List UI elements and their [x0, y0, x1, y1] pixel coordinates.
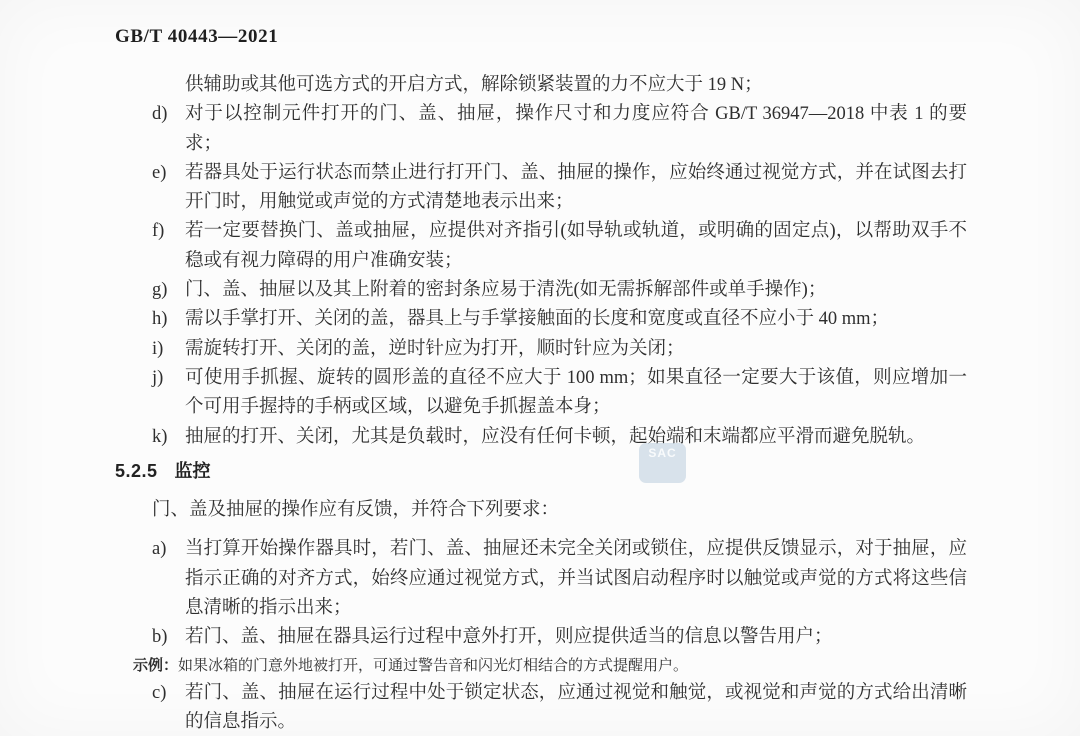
list-item-text: 需旋转打开、关闭的盖，逆时针应为打开，顺时针应为关闭； [185, 338, 685, 359]
list-item-g [115, 276, 967, 305]
list-item-text: 当打算开始操作器具时，若门、盖、抽屉还未完全关闭或锁住，应提供反馈显示，对于抽屉，应指示正确的对齐方式，始终应通过视觉方式，并当试图启动程序时以触觉或声觉的方式将这些信息清晰的指示出来； [185, 539, 967, 619]
list-item-text: 若一定要替换门、盖或抽屉，应提供对齐指引(如导轨或轨道，或明确的固定点)，以帮助双手不稳或有视力障碍的用户准确安装； [185, 221, 967, 271]
list-marker: h) [152, 309, 168, 330]
clause-title: 监控 [174, 460, 211, 481]
paragraph-continuation: 供辅助或其他可选方式的开启方式，解除锁紧装置的力不应大于 19 N； [185, 75, 763, 95]
list-item-text: 需以手掌打开、关闭的盖，器具上与手掌接触面的长度和宽度或直径不应小于 40 mm； [185, 309, 890, 330]
list-item-e [115, 159, 967, 218]
list-marker: c) [152, 683, 167, 704]
list-marker: k) [152, 426, 168, 447]
list-marker: j) [152, 367, 164, 388]
list-marker: e) [152, 162, 167, 183]
list-item-text: 抽屉的打开、关闭，尤其是负载时，应没有任何卡顿，起始端和末端都应平滑而避免脱轨。 [185, 426, 926, 447]
list-marker: a) [152, 539, 167, 560]
list-marker: g) [152, 280, 168, 301]
list-item-h [115, 305, 967, 334]
list-marker: d) [152, 104, 168, 125]
list-item-f [115, 217, 967, 276]
list-marker: f) [152, 221, 165, 242]
clause-heading [115, 457, 967, 486]
list-item-j [115, 364, 967, 423]
example-label: 示例： [133, 656, 179, 674]
clause-number: 5.2.5 [115, 460, 158, 481]
list-item-text: 若器具处于运行状态而禁止进行打开门、盖、抽屉的操作，应始终通过视觉方式，并在试图去打开门时，用触觉或声觉的方式清楚地表示出来； [185, 162, 967, 213]
list-item-text: 对于以控制元件打开的门、盖、抽屉，操作尺寸和力度应符合 GB/T 36947—2018 中表 1 的要求； [185, 104, 967, 154]
list-marker: b) [152, 627, 168, 648]
list-item-text: 可使用手抓握、旋转的圆形盖的直径不应大于 100 mm；如果直径一定要大于该值，则应增加一个可用手握持的手柄或区域，以避免手抓握盖本身； [185, 367, 967, 418]
example-note [115, 653, 967, 680]
list-item-text: 若门、盖、抽屉在运行过程中处于锁定状态，应通过视觉和触觉，或视觉和声觉的方式给出清晰的信息指示。 [185, 683, 967, 733]
sac-watermark-text: SAC [648, 446, 677, 460]
list-item-text: 门、盖、抽屉以及其上附着的密封条应易于清洗(如无需拆解部件或单手操作)； [185, 280, 827, 301]
list-item-a [115, 535, 967, 623]
lead-paragraph: 门、盖及抽屉的操作应有反馈，并符合下列要求： [152, 500, 560, 521]
list-marker: i) [152, 338, 164, 359]
list-item-k [115, 423, 967, 452]
page-content [115, 71, 967, 736]
list-item-b [115, 623, 967, 652]
list-item-i [115, 335, 967, 364]
example-text: 如果冰箱的门意外地被打开，可通过警告音和闪光灯相结合的方式提醒用户。 [178, 657, 689, 674]
list-item-c [115, 679, 967, 736]
doc-number: GB/T 40443—2021 [115, 26, 279, 47]
list-item-d [115, 100, 967, 159]
list-item-text: 若门、盖、抽屉在器具运行过程中意外打开，则应提供适当的信息以警告用户； [185, 627, 833, 648]
